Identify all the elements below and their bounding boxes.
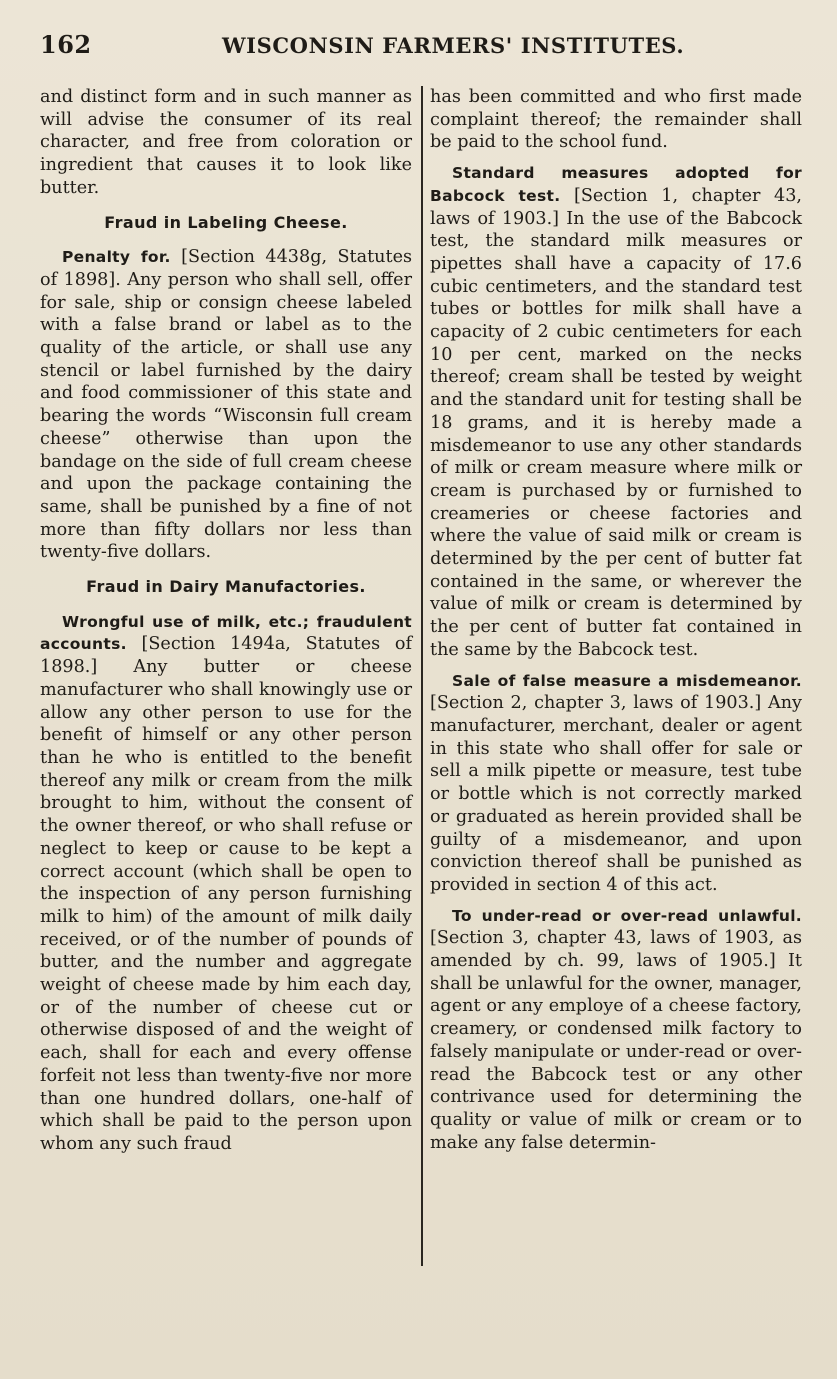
paragraph-lead: Wrongful use of milk, etc.; fraudulent accounts. [40,612,412,654]
section-heading-dairy-manufactories: Fraud in Dairy Manufactories. [86,577,366,597]
paragraph-standard-measures [430,162,802,661]
paragraph-under-over-read [430,905,802,1155]
paragraph-body: [Section 2, chapter 3, laws of 1903.] Any manufacturer, merchant, dealer or agent in this state who shall offer for sale or sell a milk pipette or measure, test tube or bottle which is not correctly marked or graduated as herein provided shall be guilty of a misdemeanor, and upon conviction thereof shall be punished as provided in section 4 of this act. [430,693,802,895]
paragraph-penalty [40,246,412,564]
paragraph-lead: Sale of false measure a misdemeanor. [452,671,802,690]
left-column [40,86,412,1164]
paragraph-continued: and distinct form and in such manner as will advise the consumer of its real character, and free from coloration or ingredient that causes it to look like butter. [40,87,412,198]
column-divider [421,86,423,1266]
right-column [430,86,802,1162]
paragraph-lead: To under-read or over-read unlawful. [452,906,802,925]
paragraph-body: [Section 3, chapter 43, laws of 1903, as amended by ch. 99, laws of 1905.] It shall be unlawful for the owner, manager, agent or any employe of a cheese factory, creamery, or condensed milk factory to falsely manipulate or under-read or over-read the Babcock test or any other contrivance used for determining the quality or value of milk or cream or to make any false determin- [430,928,802,1153]
paragraph-body: [Section 4438g, Statutes of 1898]. Any person who shall sell, offer for sale, ship or consign cheese labeled with a false brand or label as to the quality of the article, or shall use any stencil or label furnished by the dairy and food commissioner of this state and bearing the words “Wisconsin full cream cheese” otherwise than upon the bandage on the side of full cream cheese and upon the package containing the same, shall be punished by a fine of not more than fifty dollars nor less than twenty-five dollars. [40,247,413,563]
paragraph-false-measure [430,670,802,897]
paragraph-body: [Section 1, chapter 43, laws of 1903.] In the use of the Babcock test, the standard milk measures or pipettes shall have a capacity of 17.6 cubic centimeters, and the standard test tubes or bottles for milk shall have a capacity of 2 cubic centimeters for each 10 per cent, marked on the necks thereof; cream shall be tested by weight and the standard unit for testing shall be 18 grams, and it is hereby made a misdemeanor to use any other standards of milk or cream measure where milk or cream is purchased by or furnished to creameries or cheese factories and where the value of said milk or cream is determined by the per cent of butter fat contained in the same, or wherever the value of milk or cream is determined by the per cent of butter fat contained in the same by the Babcock test. [430,185,802,660]
running-title: WISCONSIN FARMERS' INSTITUTES. [222,33,685,58]
section-heading-labeling-cheese: Fraud in Labeling Cheese. [104,212,348,232]
running-head [40,30,800,62]
paragraph-lead: Standard measures adopted for Babcock test. [430,164,802,205]
page-number: 162 [40,30,92,59]
paragraph-continued: has been committed and who first made complaint thereof; the remainder shall be paid to the school fund. [430,87,802,153]
paragraph-wrongful-use [40,611,412,1156]
paragraph-body: [Section 1494a, Statutes of 1898.] Any butter or cheese manufacturer who shall knowingly use or allow any other person to use for the benefit of himself or any other person than he who is entitled to the benefit thereof any milk or cream from the milk brought to him, without the consent of the owner thereof, or who shall refuse or neglect to keep or cause to be kept a correct account (which shall be open to the inspection of any person furnishing milk to him) of the amount of milk daily received, or of the number of pounds of butter, and the number and aggregate weight of cheese made by him each day, or of the number of cheese cut or otherwise disposed of and the weight of each, shall for each and every offense forfeit not less than twenty-five nor more than one hundred dollars, one-half of which shall be paid to the person upon whom any such fraud [40,634,412,1154]
paragraph-lead: Penalty for. [62,248,171,267]
